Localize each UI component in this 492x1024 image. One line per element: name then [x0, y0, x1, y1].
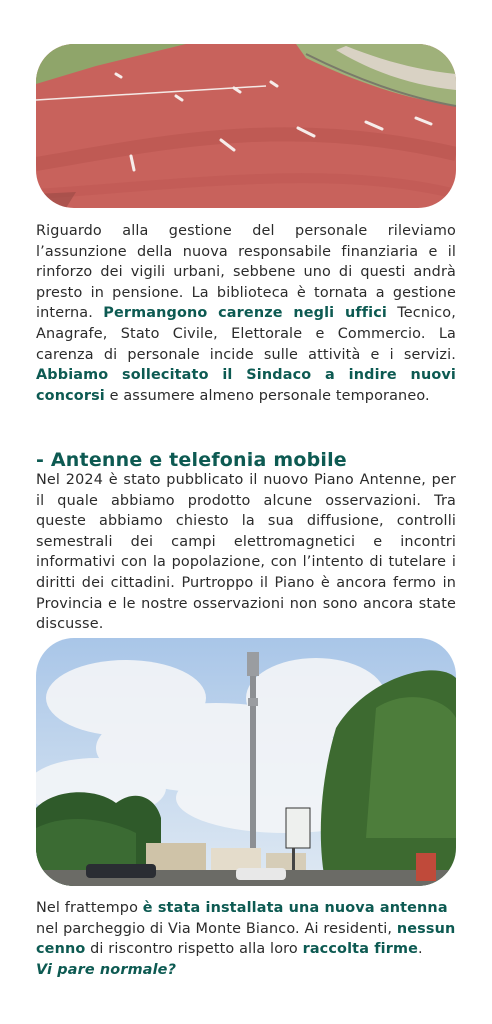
frattempo-text-2: nel parcheggio di Via Monte Bianco. Ai residenti,	[36, 920, 397, 937]
personale-text-2: Tecnico, Anagrafe, Stato Civile, Elettorale e Commercio. La carenza di personale incide sulle attività e i servizi.	[36, 305, 456, 363]
antenne-heading: - Antenne e telefonia mobile	[36, 449, 347, 471]
running-track-photo	[36, 44, 456, 208]
frattempo-bold-antenna: è stata installata una nuova antenna	[142, 900, 448, 916]
personale-bold-carenze: Permangono carenze negli uffici	[103, 305, 388, 322]
frattempo-question: Vi pare normale?	[36, 961, 177, 978]
frattempo-bold-cenno: nessun cenno	[36, 920, 456, 958]
antenne-paragraph: Nel 2024 è stato pubblicato il nuovo Piano Antenne, per il quale abbiamo prodotto alcune osservazioni. Tra queste abbiamo chiesto la sua diffusione, controlli semestrali dei campi elettromagnetici e incontri informativi con la popolazione, con l’intento di tutelare i diritti dei cittadini. Purtroppo il Piano è ancora fermo in Provincia e le nostre osservazioni non sono ancora state discusse.	[36, 472, 456, 633]
frattempo-text-4: .	[418, 941, 423, 958]
antenna-photo	[36, 638, 456, 886]
frattempo-text-1: Nel frattempo	[36, 900, 143, 916]
frattempo-text-3: di riscontro rispetto alla loro	[85, 941, 303, 958]
personale-paragraph	[36, 221, 456, 406]
personale-text-1: Riguardo alla gestione del personale rileviamo l’assunzione della nuova responsabile finanziaria e il rinforzo dei vigili urbani, sebbene uno di questi andrà presto in pensione. La biblioteca è tornata a gestione interna.	[36, 223, 456, 322]
personale-text-3: e assumere almeno personale temporaneo.	[104, 387, 430, 404]
personale-bold-concorsi: Abbiamo sollecitato il Sindaco a indire nuovi concorsi	[36, 367, 456, 404]
frattempo-bold-firme: raccolta firme	[302, 941, 419, 958]
frattempo-paragraph	[36, 898, 456, 980]
